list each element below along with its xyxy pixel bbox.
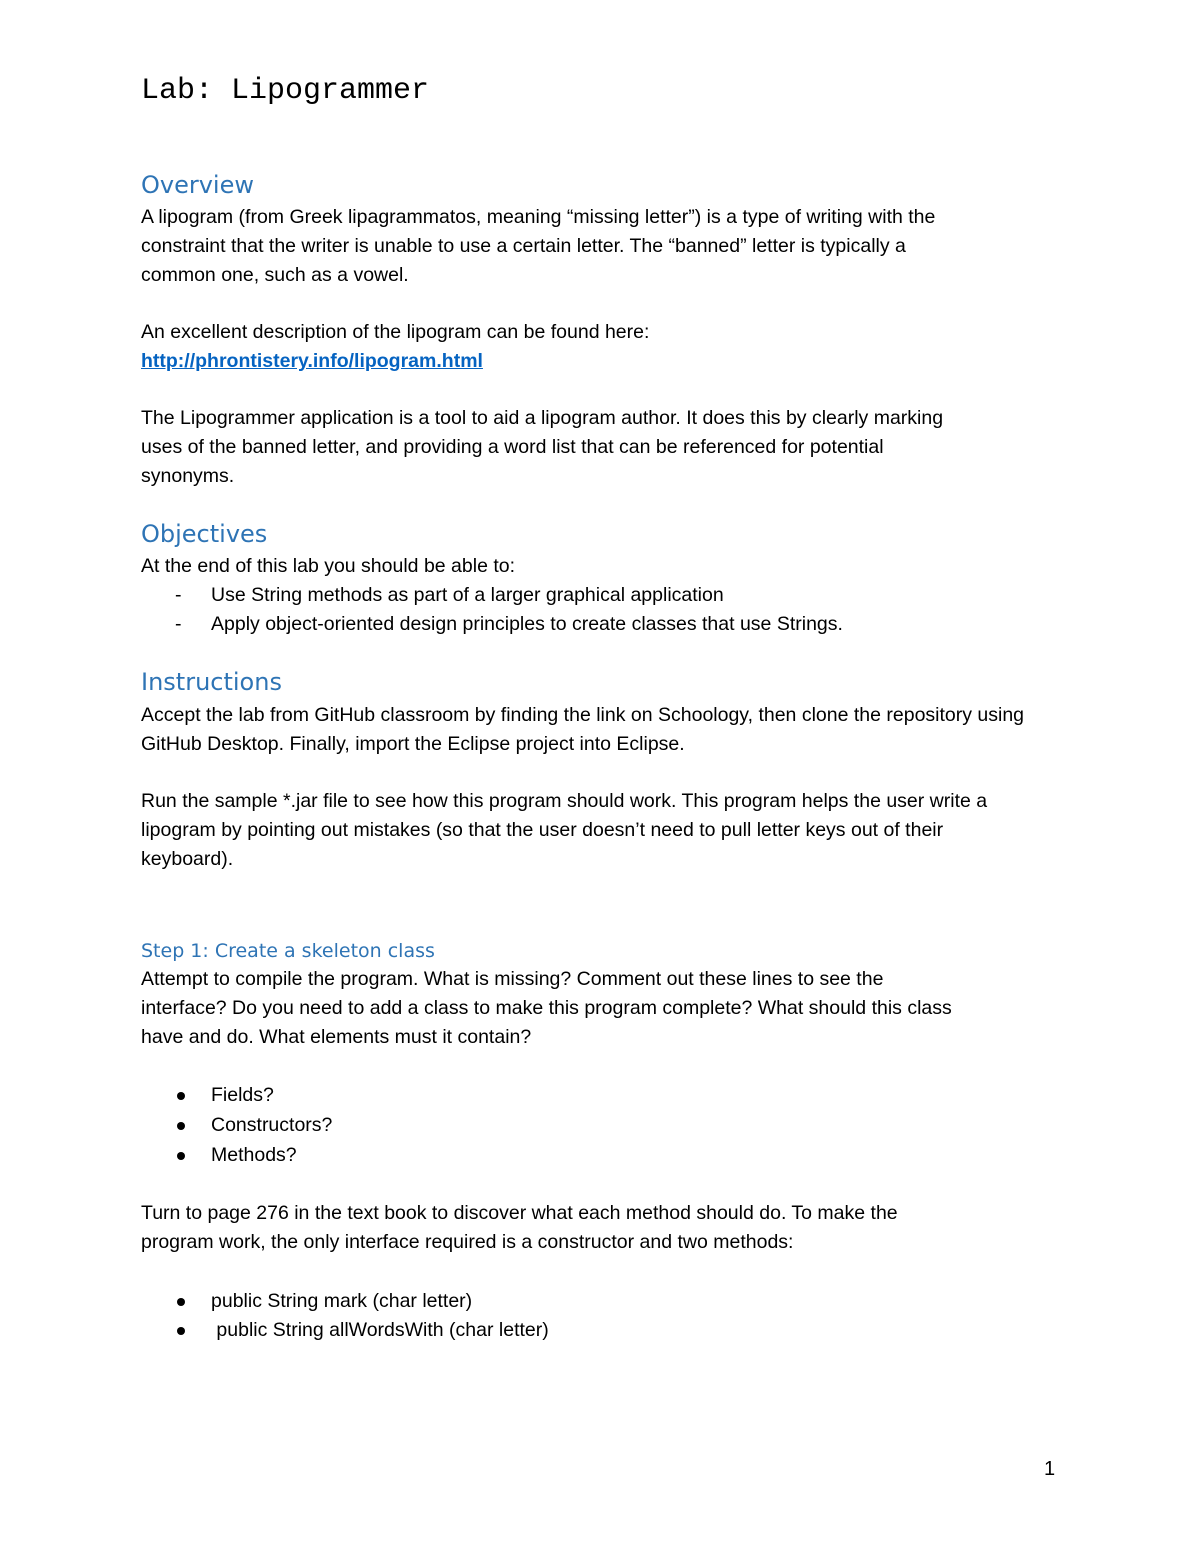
lipogram-link[interactable]: http://phrontistery.info/lipogram.html	[141, 350, 483, 372]
bullet-text: public String mark (char letter)	[211, 1290, 473, 1312]
text-line: A lipogram (from Greek lipagrammatos, meaning “missing letter”) is a type of writing with the	[141, 206, 936, 228]
step1-paragraph-2	[141, 1199, 1141, 1257]
heading-overview: Overview	[141, 171, 254, 199]
bullet-icon	[177, 1092, 185, 1100]
text-line: Attempt to compile the program. What is missing? Comment out these lines to see the	[141, 968, 884, 990]
bullet-text: public String allWordsWith (char letter)	[211, 1319, 549, 1341]
text-line: synonyms.	[141, 465, 235, 487]
heading-instructions: Instructions	[141, 668, 282, 696]
bullet-icon	[177, 1327, 185, 1335]
bullet-text: Constructors?	[211, 1114, 333, 1136]
text-line: common one, such as a vowel.	[141, 264, 409, 286]
instructions-paragraph-1	[141, 701, 1141, 759]
text-line: The Lipogrammer application is a tool to aid a lipogram author. It does this by clearly marking	[141, 407, 944, 429]
heading-objectives: Objectives	[141, 520, 268, 548]
text-line: An excellent description of the lipogram can be found here:	[141, 321, 650, 343]
text-line: GitHub Desktop. Finally, import the Eclipse project into Eclipse.	[141, 733, 685, 755]
text-line: Run the sample *.jar file to see how this program should work. This program helps the user write a	[141, 790, 988, 812]
objective-text: Use String methods as part of a larger graphical application	[211, 584, 724, 606]
objective-text: Apply object-oriented design principles to create classes that use Strings.	[211, 613, 843, 635]
overview-paragraph-3	[141, 404, 1141, 491]
bullet-icon	[177, 1298, 185, 1306]
page-number: 1	[1044, 1458, 1056, 1480]
bullet-text: Fields?	[211, 1084, 274, 1106]
dash-marker: -	[175, 613, 182, 635]
dash-marker: -	[175, 584, 182, 606]
text-line: Turn to page 276 in the text book to discover what each method should do. To make the	[141, 1202, 898, 1224]
text-line: program work, the only interface required is a constructor and two methods:	[141, 1231, 794, 1253]
instructions-paragraph-2	[141, 787, 1141, 874]
overview-paragraph-2	[141, 318, 1141, 376]
overview-paragraph-1	[141, 203, 1141, 290]
step1-paragraph-1	[141, 965, 1141, 1052]
text-line: constraint that the writer is unable to use a certain letter. The “banned” letter is typically a	[141, 235, 906, 257]
heading-step-1: Step 1: Create a skeleton class	[141, 940, 435, 962]
text-line: interface? Do you need to add a class to make this program complete? What should this class	[141, 997, 952, 1019]
objectives-intro: At the end of this lab you should be able to:	[141, 555, 516, 577]
text-line: Accept the lab from GitHub classroom by finding the link on Schoology, then clone the repository using	[141, 704, 1025, 726]
text-line: have and do. What elements must it contain?	[141, 1026, 532, 1048]
text-line: keyboard).	[141, 848, 234, 870]
text-line: uses of the banned letter, and providing a word list that can be referenced for potential	[141, 436, 884, 458]
text-line: lipogram by pointing out mistakes (so that the user doesn’t need to pull letter keys out of their	[141, 819, 944, 841]
bullet-text: Methods?	[211, 1144, 297, 1166]
bullet-icon	[177, 1152, 185, 1160]
bullet-icon	[177, 1122, 185, 1130]
document-title: Lab: Lipogrammer	[141, 74, 430, 108]
